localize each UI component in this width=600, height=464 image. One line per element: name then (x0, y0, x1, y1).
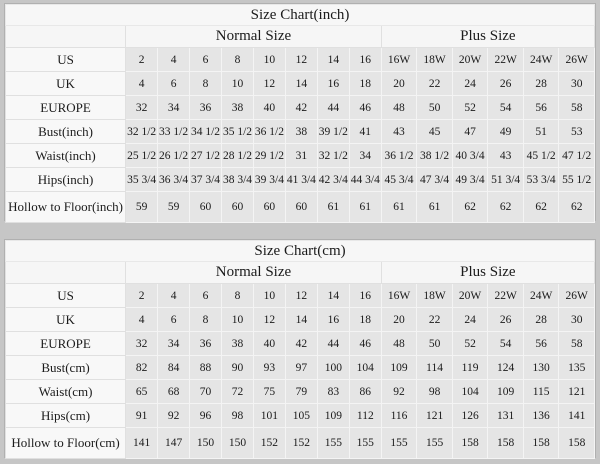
group-header-normal-size: Normal Size (126, 26, 382, 48)
size-value-cell: 158 (452, 428, 488, 459)
size-value-cell: 10 (253, 48, 285, 72)
size-chart-inch (4, 3, 596, 221)
size-value-cell: 34 (349, 144, 381, 168)
table-row (6, 356, 595, 380)
size-value-cell: 20 (381, 308, 417, 332)
size-value-cell: 60 (190, 192, 222, 223)
size-value-cell: 65 (126, 380, 158, 404)
size-value-cell: 51 (523, 120, 559, 144)
row-label: Waist(cm) (6, 380, 126, 404)
size-value-cell: 47 (452, 120, 488, 144)
table-row (6, 26, 595, 48)
size-value-cell: 8 (222, 48, 254, 72)
table-row (6, 48, 595, 72)
size-value-cell: 30 (559, 308, 595, 332)
size-value-cell: 100 (317, 356, 349, 380)
size-value-cell: 56 (523, 332, 559, 356)
table-row (6, 404, 595, 428)
size-value-cell: 6 (158, 308, 190, 332)
size-value-cell: 48 (381, 96, 417, 120)
size-value-cell: 47 1/2 (559, 144, 595, 168)
size-value-cell: 16W (381, 48, 417, 72)
size-value-cell: 155 (417, 428, 453, 459)
size-value-cell: 4 (158, 284, 190, 308)
size-value-cell: 41 3/4 (285, 168, 317, 192)
size-value-cell: 158 (523, 428, 559, 459)
table-row (6, 192, 595, 223)
size-value-cell: 93 (253, 356, 285, 380)
size-value-cell: 43 (381, 120, 417, 144)
size-value-cell: 4 (126, 72, 158, 96)
size-value-cell: 90 (222, 356, 254, 380)
size-value-cell: 47 3/4 (417, 168, 453, 192)
size-value-cell: 24W (523, 48, 559, 72)
size-value-cell: 8 (222, 284, 254, 308)
table-row (6, 308, 595, 332)
size-value-cell: 26 1/2 (158, 144, 190, 168)
size-value-cell: 38 (285, 120, 317, 144)
size-value-cell: 44 3/4 (349, 168, 381, 192)
size-value-cell: 152 (253, 428, 285, 459)
size-value-cell: 60 (253, 192, 285, 223)
size-value-cell: 155 (317, 428, 349, 459)
size-value-cell: 29 1/2 (253, 144, 285, 168)
size-value-cell: 32 (126, 96, 158, 120)
size-value-cell: 45 (417, 120, 453, 144)
size-value-cell: 91 (126, 404, 158, 428)
size-value-cell: 36 1/2 (381, 144, 417, 168)
size-value-cell: 41 (349, 120, 381, 144)
size-value-cell: 131 (488, 404, 524, 428)
size-value-cell: 20W (452, 48, 488, 72)
size-value-cell: 39 3/4 (253, 168, 285, 192)
size-value-cell: 101 (253, 404, 285, 428)
size-value-cell: 109 (317, 404, 349, 428)
size-value-cell: 60 (285, 192, 317, 223)
size-value-cell: 38 (222, 96, 254, 120)
table-row (6, 284, 595, 308)
size-value-cell: 28 (523, 308, 559, 332)
size-value-cell: 24W (523, 284, 559, 308)
size-value-cell: 155 (349, 428, 381, 459)
size-value-cell: 115 (523, 380, 559, 404)
row-label: Hollow to Floor(inch) (6, 192, 126, 223)
size-value-cell: 72 (222, 380, 254, 404)
size-value-cell: 16 (349, 48, 381, 72)
row-label: UK (6, 308, 126, 332)
table-row (6, 168, 595, 192)
size-value-cell: 28 1/2 (222, 144, 254, 168)
size-value-cell: 6 (190, 284, 222, 308)
size-value-cell: 114 (417, 356, 453, 380)
size-value-cell: 147 (158, 428, 190, 459)
size-value-cell: 70 (190, 380, 222, 404)
size-value-cell: 96 (190, 404, 222, 428)
size-value-cell: 18 (349, 308, 381, 332)
size-value-cell: 152 (285, 428, 317, 459)
size-value-cell: 44 (317, 96, 349, 120)
size-value-cell: 14 (317, 284, 349, 308)
table-row (6, 380, 595, 404)
size-value-cell: 62 (452, 192, 488, 223)
table-row (6, 72, 595, 96)
size-value-cell: 82 (126, 356, 158, 380)
size-value-cell: 50 (417, 96, 453, 120)
size-value-cell: 62 (488, 192, 524, 223)
size-value-cell: 32 1/2 (317, 144, 349, 168)
size-value-cell: 36 1/2 (253, 120, 285, 144)
size-value-cell: 109 (488, 380, 524, 404)
size-value-cell: 61 (317, 192, 349, 223)
table-row (6, 5, 595, 26)
size-value-cell: 40 3/4 (452, 144, 488, 168)
size-value-cell: 54 (488, 332, 524, 356)
table-row (6, 96, 595, 120)
table-row (6, 428, 595, 459)
size-value-cell: 84 (158, 356, 190, 380)
size-value-cell: 16 (317, 308, 349, 332)
size-value-cell: 62 (523, 192, 559, 223)
size-value-cell: 49 3/4 (452, 168, 488, 192)
table-row (6, 241, 595, 262)
size-value-cell: 40 (253, 96, 285, 120)
group-header-plus-size: Plus Size (381, 262, 594, 284)
size-value-cell: 26W (559, 284, 595, 308)
size-value-cell: 75 (253, 380, 285, 404)
row-label: US (6, 48, 126, 72)
size-value-cell: 121 (417, 404, 453, 428)
size-value-cell: 104 (349, 356, 381, 380)
size-value-cell: 27 1/2 (190, 144, 222, 168)
group-header-plus-size: Plus Size (381, 26, 594, 48)
size-value-cell: 22W (488, 48, 524, 72)
size-value-cell: 49 (488, 120, 524, 144)
size-value-cell: 12 (285, 284, 317, 308)
row-label: Hollow to Floor(cm) (6, 428, 126, 459)
size-value-cell: 130 (523, 356, 559, 380)
row-label: EUROPE (6, 96, 126, 120)
size-value-cell: 4 (158, 48, 190, 72)
size-value-cell: 34 (158, 332, 190, 356)
size-chart-cm-table (5, 240, 595, 459)
size-value-cell: 22 (417, 308, 453, 332)
size-value-cell: 4 (126, 308, 158, 332)
row-label: Bust(cm) (6, 356, 126, 380)
size-value-cell: 10 (222, 308, 254, 332)
size-value-cell: 26W (559, 48, 595, 72)
table-title: Size Chart(cm) (6, 241, 595, 262)
size-value-cell: 158 (488, 428, 524, 459)
table-row (6, 332, 595, 356)
group-header-normal-size: Normal Size (126, 262, 382, 284)
size-value-cell: 61 (417, 192, 453, 223)
size-value-cell: 38 (222, 332, 254, 356)
size-value-cell: 42 (285, 332, 317, 356)
size-value-cell: 40 (253, 332, 285, 356)
size-value-cell: 150 (222, 428, 254, 459)
size-value-cell: 92 (381, 380, 417, 404)
size-value-cell: 48 (381, 332, 417, 356)
size-value-cell: 68 (158, 380, 190, 404)
size-value-cell: 79 (285, 380, 317, 404)
size-value-cell: 158 (559, 428, 595, 459)
size-value-cell: 53 3/4 (523, 168, 559, 192)
size-value-cell: 35 3/4 (126, 168, 158, 192)
size-value-cell: 136 (523, 404, 559, 428)
corner-cell (6, 26, 126, 48)
size-value-cell: 38 1/2 (417, 144, 453, 168)
size-value-cell: 38 3/4 (222, 168, 254, 192)
size-value-cell: 45 1/2 (523, 144, 559, 168)
row-label: Waist(inch) (6, 144, 126, 168)
size-value-cell: 14 (285, 308, 317, 332)
size-value-cell: 83 (317, 380, 349, 404)
row-label: Hips(cm) (6, 404, 126, 428)
size-value-cell: 26 (488, 308, 524, 332)
size-value-cell: 36 (190, 96, 222, 120)
size-value-cell: 104 (452, 380, 488, 404)
size-value-cell: 14 (317, 48, 349, 72)
size-value-cell: 52 (452, 96, 488, 120)
size-value-cell: 10 (222, 72, 254, 96)
size-value-cell: 22 (417, 72, 453, 96)
size-value-cell: 56 (523, 96, 559, 120)
size-value-cell: 33 1/2 (158, 120, 190, 144)
size-value-cell: 150 (190, 428, 222, 459)
corner-cell (6, 262, 126, 284)
size-value-cell: 61 (349, 192, 381, 223)
size-value-cell: 141 (559, 404, 595, 428)
size-value-cell: 6 (158, 72, 190, 96)
size-value-cell: 112 (349, 404, 381, 428)
size-value-cell: 24 (452, 72, 488, 96)
size-value-cell: 32 (126, 332, 158, 356)
size-value-cell: 46 (349, 96, 381, 120)
size-value-cell: 52 (452, 332, 488, 356)
size-value-cell: 60 (222, 192, 254, 223)
size-value-cell: 36 (190, 332, 222, 356)
table-title: Size Chart(inch) (6, 5, 595, 26)
size-value-cell: 24 (452, 308, 488, 332)
size-value-cell: 62 (559, 192, 595, 223)
size-value-cell: 10 (253, 284, 285, 308)
size-value-cell: 20W (452, 284, 488, 308)
size-value-cell: 18W (417, 48, 453, 72)
size-value-cell: 34 (158, 96, 190, 120)
size-value-cell: 141 (126, 428, 158, 459)
size-value-cell: 16 (317, 72, 349, 96)
size-value-cell: 28 (523, 72, 559, 96)
size-value-cell: 36 3/4 (158, 168, 190, 192)
size-value-cell: 50 (417, 332, 453, 356)
size-value-cell: 16 (349, 284, 381, 308)
size-value-cell: 116 (381, 404, 417, 428)
size-value-cell: 26 (488, 72, 524, 96)
size-value-cell: 22W (488, 284, 524, 308)
size-value-cell: 124 (488, 356, 524, 380)
table-row (6, 144, 595, 168)
size-value-cell: 59 (158, 192, 190, 223)
size-value-cell: 55 1/2 (559, 168, 595, 192)
size-value-cell: 31 (285, 144, 317, 168)
size-value-cell: 97 (285, 356, 317, 380)
size-value-cell: 30 (559, 72, 595, 96)
size-value-cell: 121 (559, 380, 595, 404)
size-value-cell: 14 (285, 72, 317, 96)
size-value-cell: 51 3/4 (488, 168, 524, 192)
size-value-cell: 43 (488, 144, 524, 168)
size-value-cell: 6 (190, 48, 222, 72)
size-value-cell: 61 (381, 192, 417, 223)
size-value-cell: 119 (452, 356, 488, 380)
row-label: Hips(inch) (6, 168, 126, 192)
size-value-cell: 34 1/2 (190, 120, 222, 144)
size-value-cell: 12 (253, 308, 285, 332)
size-value-cell: 155 (381, 428, 417, 459)
row-label: US (6, 284, 126, 308)
size-value-cell: 105 (285, 404, 317, 428)
row-label: EUROPE (6, 332, 126, 356)
size-value-cell: 135 (559, 356, 595, 380)
size-chart-inch-table (5, 4, 595, 223)
size-value-cell: 44 (317, 332, 349, 356)
size-value-cell: 88 (190, 356, 222, 380)
size-value-cell: 59 (126, 192, 158, 223)
size-value-cell: 45 3/4 (381, 168, 417, 192)
size-value-cell: 16W (381, 284, 417, 308)
size-value-cell: 98 (222, 404, 254, 428)
size-value-cell: 126 (452, 404, 488, 428)
size-value-cell: 58 (559, 332, 595, 356)
size-value-cell: 39 1/2 (317, 120, 349, 144)
size-value-cell: 8 (190, 72, 222, 96)
row-label: Bust(inch) (6, 120, 126, 144)
size-value-cell: 12 (285, 48, 317, 72)
table-row (6, 120, 595, 144)
size-value-cell: 32 1/2 (126, 120, 158, 144)
size-value-cell: 18 (349, 72, 381, 96)
size-value-cell: 2 (126, 48, 158, 72)
size-value-cell: 42 3/4 (317, 168, 349, 192)
table-row (6, 262, 595, 284)
size-value-cell: 86 (349, 380, 381, 404)
size-value-cell: 54 (488, 96, 524, 120)
size-value-cell: 25 1/2 (126, 144, 158, 168)
size-value-cell: 37 3/4 (190, 168, 222, 192)
size-value-cell: 20 (381, 72, 417, 96)
row-label: UK (6, 72, 126, 96)
size-value-cell: 58 (559, 96, 595, 120)
size-value-cell: 46 (349, 332, 381, 356)
size-value-cell: 109 (381, 356, 417, 380)
size-value-cell: 18W (417, 284, 453, 308)
size-value-cell: 8 (190, 308, 222, 332)
size-value-cell: 12 (253, 72, 285, 96)
size-chart-cm (4, 239, 596, 458)
size-value-cell: 42 (285, 96, 317, 120)
size-value-cell: 35 1/2 (222, 120, 254, 144)
size-value-cell: 53 (559, 120, 595, 144)
size-value-cell: 2 (126, 284, 158, 308)
size-value-cell: 92 (158, 404, 190, 428)
size-value-cell: 98 (417, 380, 453, 404)
